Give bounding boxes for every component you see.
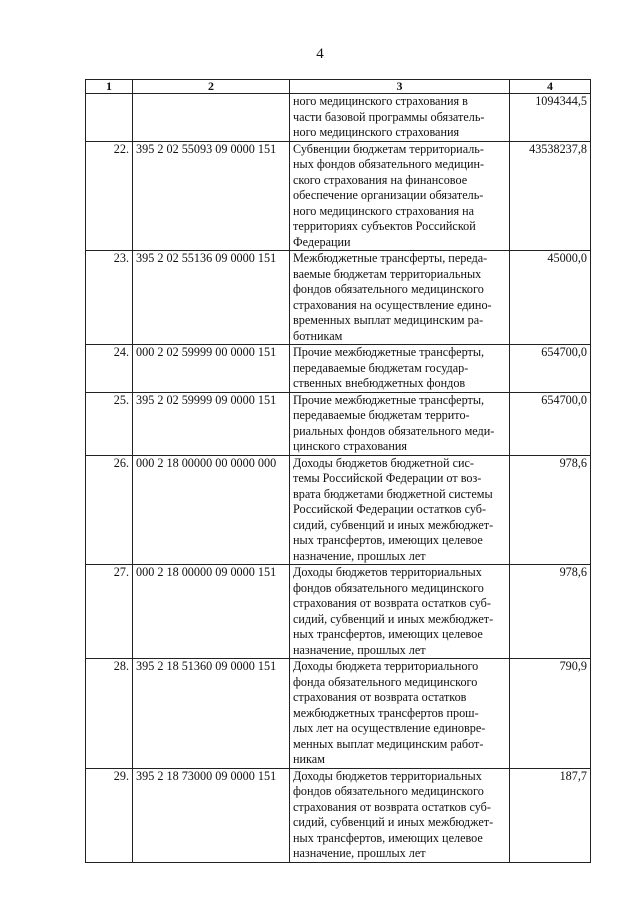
column-header-code: 2 [133,80,290,94]
income-description: Прочие межбюджетные трансферты, передаваемые бюджетам государ- ственных внебюджетных фондов [290,345,510,393]
income-description: Прочие межбюджетные трансферты, передаваемые бюджетам террито- риальных фондов обязательного меди- цинского страхования [290,392,510,455]
amount-value: 978,6 [510,565,591,659]
budget-code: 395 2 02 59999 09 0000 151 [133,392,290,455]
income-description: Субвенции бюджетам территориаль- ных фондов обязательного медицин- ского страхования на финансовое обеспечение организации обязатель- ного медицинского страхования на территориях субъектов Российской Федерации [290,141,510,251]
page-number: 4 [316,46,324,62]
table-row [86,94,591,142]
budget-code: 000 2 18 00000 00 0000 000 [133,455,290,565]
column-header-description: 3 [290,80,510,94]
budget-code: 395 2 02 55093 09 0000 151 [133,141,290,251]
budget-code [133,94,290,142]
row-number: 27. [86,565,133,659]
income-description: Доходы бюджетов бюджетной сис- темы Российской Федерации от воз- врата бюджетами бюджетной системы Российской Федерации остатков суб- сидий, субвенций и иных межбюджет- ных трансфертов, имеющих целевое назначение, прошлых лет [290,455,510,565]
row-number: 26. [86,455,133,565]
row-number: 28. [86,659,133,769]
budget-code: 395 2 18 51360 09 0000 151 [133,659,290,769]
amount-value: 654700,0 [510,345,591,393]
row-number: 22. [86,141,133,251]
budget-code: 000 2 18 00000 09 0000 151 [133,565,290,659]
row-number: 29. [86,768,133,862]
table-row [86,565,591,659]
amount-value: 790,9 [510,659,591,769]
income-description: Доходы бюджета территориального фонда обязательного медицинского страхования от возврата остатков межбюджетных трансфертов прош- лых лет на осуществление единовре- менных выплат медицинским работ- никам [290,659,510,769]
amount-value: 187,7 [510,768,591,862]
row-number [86,94,133,142]
budget-code: 000 2 02 59999 00 0000 151 [133,345,290,393]
amount-value: 978,6 [510,455,591,565]
amount-value: 45000,0 [510,251,591,345]
budget-code: 395 2 02 55136 09 0000 151 [133,251,290,345]
income-description: Доходы бюджетов территориальных фондов обязательного медицинского страхования от возврата остатков суб- сидий, субвенций и иных межбюджет- ных трансфертов, имеющих целевое назначение, прошлых лет [290,565,510,659]
table-header-row [86,80,591,94]
table-row [86,345,591,393]
table-row [86,251,591,345]
row-number: 25. [86,392,133,455]
table-row [86,392,591,455]
income-description: ного медицинского страхования в части базовой программы обязатель- ного медицинского страхования [290,94,510,142]
revenue-table [85,79,591,863]
row-number: 23. [86,251,133,345]
budget-code: 395 2 18 73000 09 0000 151 [133,768,290,862]
table-row [86,455,591,565]
income-description: Доходы бюджетов территориальных фондов обязательного медицинского страхования от возврата остатков суб- сидий, субвенций и иных межбюджет- ных трансфертов, имеющих целевое назначение, прошлых лет [290,768,510,862]
table-row [86,768,591,862]
table-row [86,659,591,769]
amount-value: 43538237,8 [510,141,591,251]
row-number: 24. [86,345,133,393]
amount-value: 1094344,5 [510,94,591,142]
column-header-amount: 4 [510,80,591,94]
table-row [86,141,591,251]
amount-value: 654700,0 [510,392,591,455]
income-description: Межбюджетные трансферты, переда- ваемые бюджетам территориальных фондов обязательного медицинского страхования на осуществление едино- временных выплат медицинским ра- ботникам [290,251,510,345]
column-header-number: 1 [86,80,133,94]
